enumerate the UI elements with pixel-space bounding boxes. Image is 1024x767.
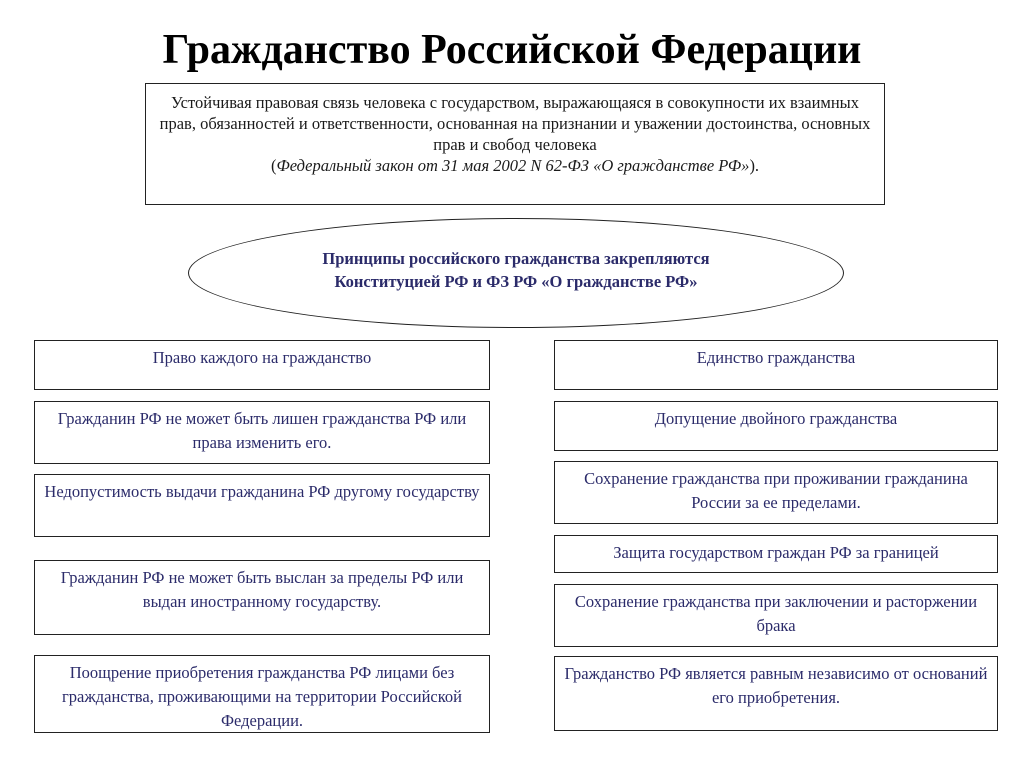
principles-header-line1: Принципы российского гражданства закрепляются bbox=[322, 249, 710, 268]
principle-box-right-6: Гражданство РФ является равным независимо от оснований его приобретения. bbox=[554, 656, 998, 731]
principle-box-left-4: Гражданин РФ не может быть выслан за пределы РФ или выдан иностранному государству. bbox=[34, 560, 490, 635]
principles-header-ellipse bbox=[188, 218, 844, 328]
definition-source: Федеральный закон от 31 мая 2002 N 62-ФЗ «О гражданстве РФ» bbox=[276, 156, 750, 175]
principle-box-right-1: Единство гражданства bbox=[554, 340, 998, 390]
principles-header-line2: Конституцией РФ и ФЗ РФ «О гражданстве РФ» bbox=[334, 272, 698, 291]
principle-box-left-1: Право каждого на гражданство bbox=[34, 340, 490, 390]
principle-box-left-3: Недопустимость выдачи гражданина РФ другому государству bbox=[34, 474, 490, 537]
principle-box-right-5: Сохранение гражданства при заключении и расторжении брака bbox=[554, 584, 998, 647]
page-title: Гражданство Российской Федерации bbox=[162, 27, 862, 73]
principle-box-left-5: Поощрение приобретения гражданства РФ лицами без гражданства, проживающими на территории Российской Федерации. bbox=[34, 655, 490, 733]
principle-box-right-4: Защита государством граждан РФ за границей bbox=[554, 535, 998, 573]
principle-box-right-3: Сохранение гражданства при проживании гражданина России за ее пределами. bbox=[554, 461, 998, 524]
definition-close-paren: ). bbox=[749, 156, 760, 175]
definition-open-paren: ( bbox=[270, 156, 277, 175]
principle-box-left-2: Гражданин РФ не может быть лишен гражданства РФ или права изменить его. bbox=[34, 401, 490, 464]
citizenship-definition-box bbox=[145, 83, 885, 205]
definition-text: Устойчивая правовая связь человека с государством, выражающаяся в совокупности их взаимных прав, обязанностей и ответственности, основанная на признании и уважении достоинства, основных прав и свобод человека bbox=[159, 93, 871, 154]
principle-box-right-2: Допущение двойного гражданства bbox=[554, 401, 998, 451]
